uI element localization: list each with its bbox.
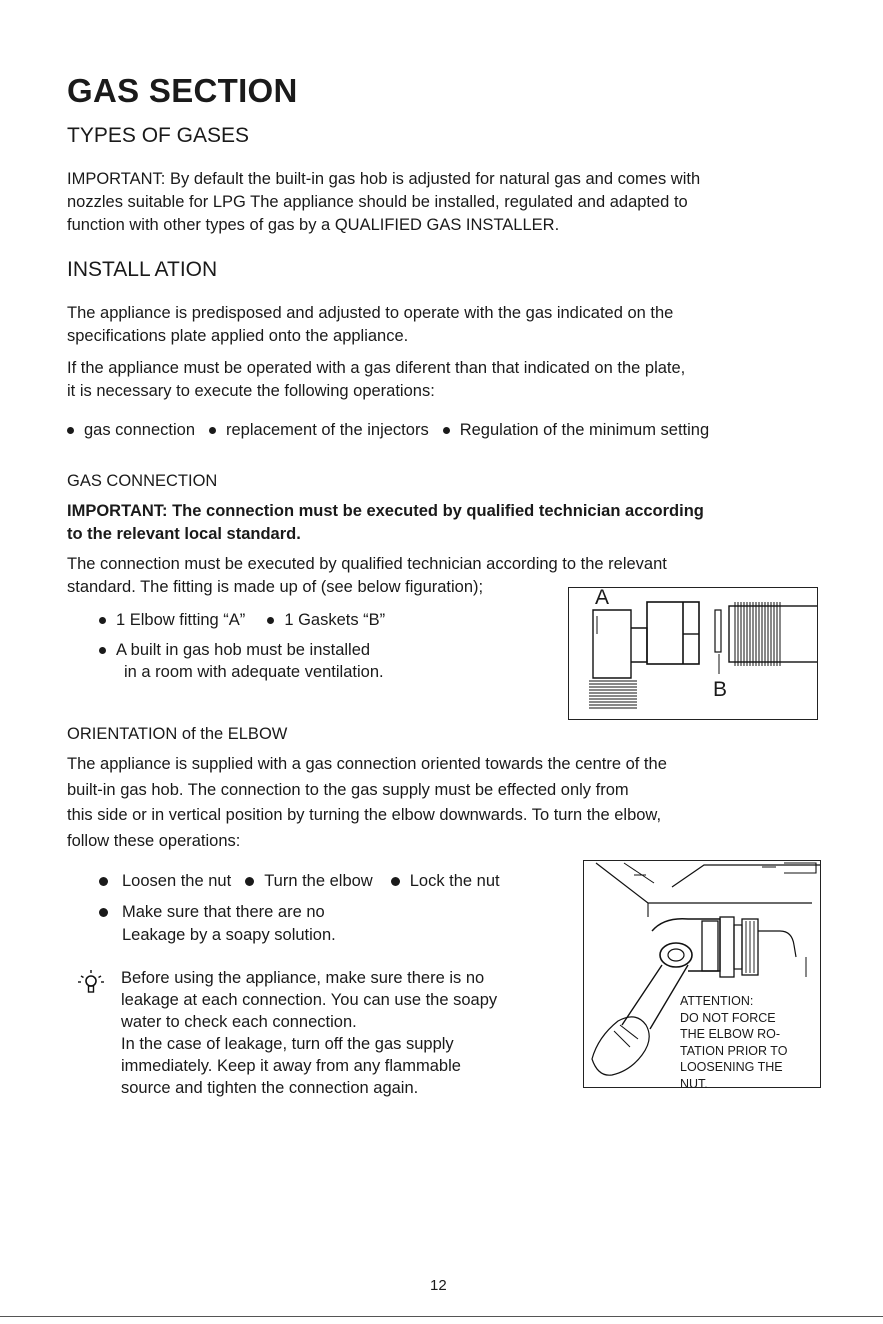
bullet-icon bbox=[209, 427, 216, 434]
section-heading-gas-connection: GAS CONNECTION bbox=[67, 472, 218, 490]
steps-list bbox=[99, 872, 500, 891]
text-line: IMPORTANT: The connection must be executed by qualified technician according bbox=[67, 502, 704, 520]
leak-check-note bbox=[99, 903, 336, 947]
text-line: The connection must be executed by qualified technician according to the relevant bbox=[67, 555, 667, 573]
text-line: The appliance is predisposed and adjusted to operate with the gas indicated on the bbox=[67, 304, 674, 322]
text-line: water to check each connection. bbox=[121, 1013, 357, 1031]
text-line: to the relevant local standard. bbox=[67, 525, 301, 543]
text-line: this side or in vertical position by turning the elbow downwards. To turn the elbow, bbox=[67, 806, 662, 824]
text-line: follow these operations: bbox=[67, 831, 241, 850]
operation-item: replacement of the injectors bbox=[226, 421, 429, 439]
lightbulb-icon bbox=[76, 968, 106, 1003]
text-line: NUT. bbox=[680, 1076, 708, 1091]
page-bottom-rule bbox=[0, 1316, 883, 1317]
fitting-item: 1 Gaskets “B” bbox=[284, 611, 386, 629]
elbow-rotation-figure bbox=[583, 860, 821, 1091]
text-line: Before using the appliance, make sure there is no bbox=[121, 969, 485, 987]
bullet-icon bbox=[99, 647, 106, 654]
fitting-figure bbox=[568, 587, 818, 720]
text-line: leakage at each connection. You can use the soapy bbox=[121, 991, 498, 1009]
installation-paragraph bbox=[67, 302, 685, 403]
text-line: specifications plate applied onto the appliance. bbox=[67, 327, 409, 345]
fitting-list bbox=[99, 611, 385, 630]
fitting-item: 1 Elbow fitting “A” bbox=[116, 611, 246, 629]
bullet-icon bbox=[267, 617, 274, 624]
page-number: 12 bbox=[430, 1277, 447, 1294]
important-note bbox=[67, 500, 704, 546]
text-line: nozzles suitable for LPG The appliance should be installed, regulated and adapted to bbox=[67, 193, 688, 211]
text-line: ATTENTION: bbox=[680, 994, 754, 1008]
bullet-icon bbox=[391, 877, 400, 886]
text-line: THE ELBOW RO- bbox=[680, 1027, 781, 1041]
safety-tip bbox=[121, 967, 497, 1099]
operation-item: Regulation of the minimum setting bbox=[459, 421, 710, 439]
bullet-icon bbox=[99, 617, 106, 624]
text-line: The appliance is supplied with a gas connection oriented towards the centre of the bbox=[67, 755, 667, 773]
text-line: built-in gas hob. The connection to the gas supply must be effected only from bbox=[67, 780, 629, 799]
text-line: LOOSENING THE bbox=[680, 1060, 783, 1074]
section-heading-orientation: ORIENTATION of the ELBOW bbox=[67, 725, 288, 743]
bullet-icon bbox=[443, 427, 450, 434]
text-line: immediately. Keep it away from any flammable bbox=[121, 1057, 461, 1075]
section-heading-installation: INSTALL ATION bbox=[67, 258, 218, 281]
step-item: Turn the elbow bbox=[264, 872, 373, 890]
text-line: IMPORTANT: By default the built-in gas hob is adjusted for natural gas and comes with bbox=[67, 170, 701, 188]
text-line: it is necessary to execute the following operations: bbox=[67, 382, 435, 400]
text-line: function with other types of gas by a QUALIFIED GAS INSTALLER. bbox=[67, 216, 560, 234]
text-line: standard. The fitting is made up of (see below figuration); bbox=[67, 578, 484, 596]
bullet-icon bbox=[245, 877, 254, 886]
bullet-icon bbox=[99, 908, 108, 917]
orientation-paragraph bbox=[67, 752, 667, 854]
text-line: Leakage by a soapy solution. bbox=[122, 926, 336, 944]
text-line: In the case of leakage, turn off the gas supply bbox=[121, 1035, 454, 1053]
figure-label-b: B bbox=[713, 678, 728, 701]
text-line: in a room with adequate ventilation. bbox=[124, 663, 384, 681]
operations-list bbox=[67, 421, 709, 440]
operation-item: gas connection bbox=[84, 421, 195, 439]
page-title: GAS SECTION bbox=[67, 72, 298, 109]
step-item: Lock the nut bbox=[409, 872, 500, 890]
attention-note bbox=[680, 993, 787, 1092]
section-heading-types: TYPES OF GASES bbox=[67, 124, 250, 147]
ventilation-note bbox=[99, 641, 384, 684]
bullet-icon bbox=[67, 427, 74, 434]
text-line: A built in gas hob must be installed bbox=[116, 641, 371, 659]
text-line: If the appliance must be operated with a gas diferent than that indicated on the plate, bbox=[67, 359, 686, 377]
figure-label-a: A bbox=[595, 586, 610, 609]
bullet-icon bbox=[99, 877, 108, 886]
text-line: TATION PRIOR TO bbox=[680, 1043, 788, 1058]
types-paragraph bbox=[67, 168, 700, 237]
text-line: Make sure that there are no bbox=[122, 903, 325, 921]
step-item: Loosen the nut bbox=[122, 872, 232, 890]
text-line: source and tighten the connection again. bbox=[121, 1079, 419, 1097]
text-line: DO NOT FORCE bbox=[680, 1010, 776, 1025]
